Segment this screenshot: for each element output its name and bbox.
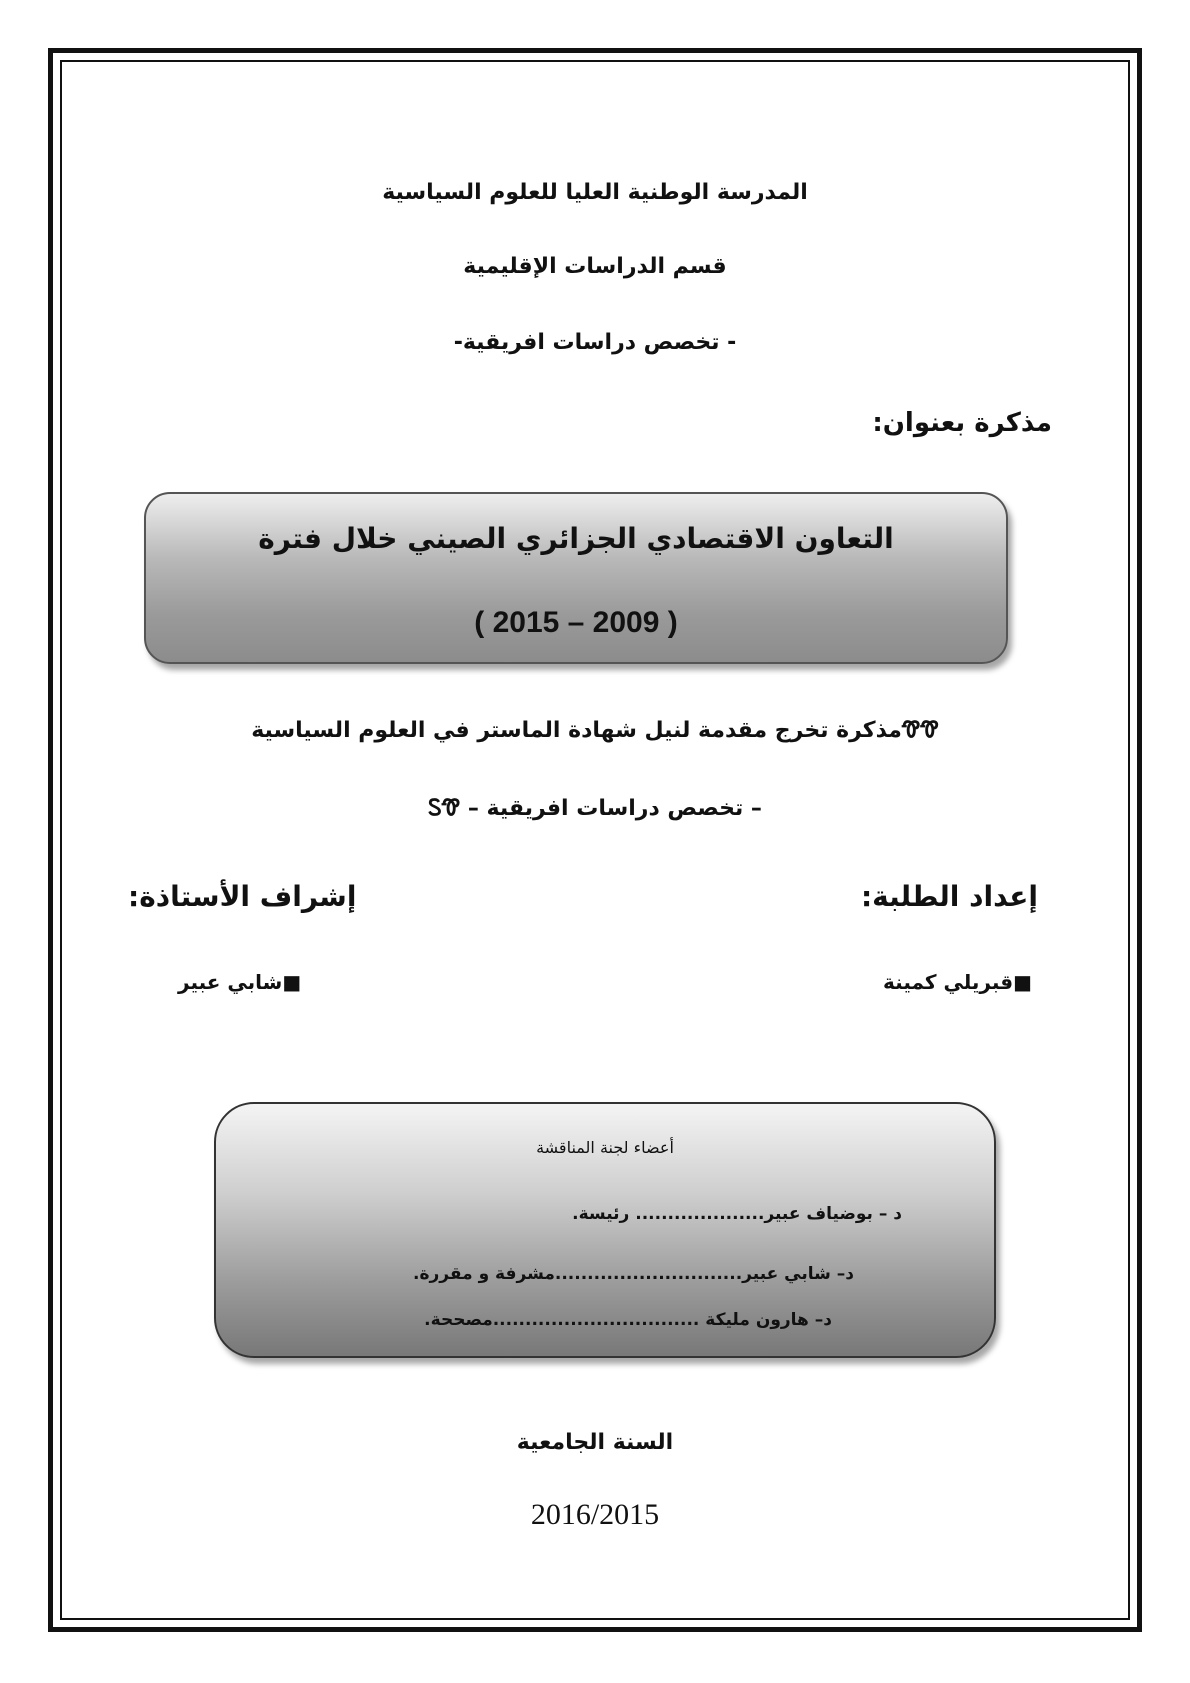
supervisor-label: إشراف الأستاذة: [128, 880, 357, 913]
title-box [144, 492, 1008, 664]
committee-member: د– شابي عبير.............................مشرفة و مقررة. [413, 1264, 854, 1284]
student-name: ■قبريلي كمينة [883, 970, 1032, 994]
specialization: - تخصص دراسات افريقية- [453, 330, 737, 355]
thesis-title: التعاون الاقتصادي الجزائري الصيني خلال فترة [258, 522, 894, 555]
academic-year: 2016/2015 [530, 1498, 660, 1531]
supervisor-name: ■شابي عبير [178, 970, 302, 994]
thesis-period: ( 2015 – 2009 ) [474, 606, 678, 639]
academic-year-label: السنة الجامعية [516, 1430, 674, 1455]
memo-label: مذكرة بعنوان: [872, 408, 1052, 438]
committee-box [214, 1102, 996, 1358]
degree-statement: ᏡᏡمذكرة تخرج مقدمة لنيل شهادة الماستر في العلوم السياسية [251, 718, 939, 743]
committee-member: د– هارون مليكة ................................مصححة. [424, 1310, 832, 1330]
department-name: قسم الدراسات الإقليمية [463, 254, 727, 279]
committee-member: د – بوضياف عبير.................... رئيسة. [572, 1204, 902, 1224]
committee-title: أعضاء لجنة المناقشة [536, 1138, 674, 1157]
page-border-inner [60, 60, 1130, 1620]
students-label: إعداد الطلبة: [860, 880, 1038, 913]
school-name: المدرسة الوطنية العليا للعلوم السياسية [382, 180, 808, 205]
degree-specialization: – تخصص دراسات افريقية – ᏚᏡ [428, 796, 762, 821]
